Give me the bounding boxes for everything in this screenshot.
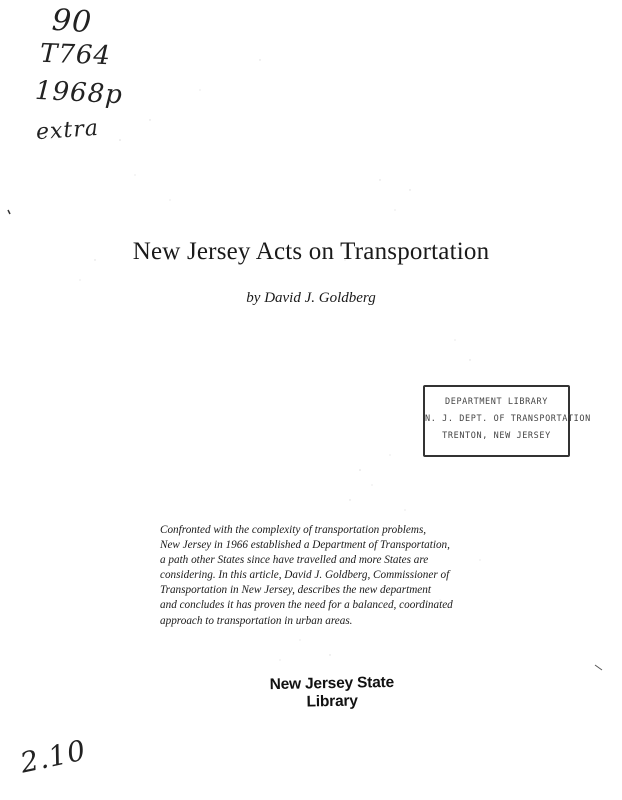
state-library-stamp: New Jersey State Library bbox=[269, 673, 395, 711]
article-byline: by David J. Goldberg bbox=[246, 290, 376, 306]
abstract-line: approach to transportation in urban areas. bbox=[160, 614, 353, 627]
handwritten-page-note: 2.10 bbox=[17, 733, 90, 780]
handwritten-call-number-line2: T764 bbox=[39, 38, 112, 72]
abstract-line: considering. In this article, David J. Goldberg, Commissioner of bbox=[160, 569, 450, 582]
handwritten-call-number-line3: 1968p bbox=[34, 75, 124, 111]
article-abstract bbox=[160, 523, 490, 629]
abstract-line: Transportation in New Jersey, describes the new department bbox=[160, 584, 431, 597]
handwritten-call-number-line4: extra bbox=[35, 115, 100, 146]
handwritten-call-number-line1: 90 bbox=[50, 2, 94, 41]
abstract-line: Confronted with the complexity of transportation problems, bbox=[160, 524, 427, 536]
department-library-stamp bbox=[423, 385, 591, 457]
abstract-line: New Jersey in 1966 established a Department of Transportation, bbox=[160, 539, 450, 552]
article-title: New Jersey Acts on Transportation bbox=[132, 238, 490, 265]
abstract-line: a path other States since have travelled and more States are bbox=[160, 554, 429, 567]
abstract-line: and concludes it has proven the need for a balanced, coordinated bbox=[160, 599, 453, 612]
stamp-line-3: TRENTON, NEW JERSEY bbox=[442, 431, 551, 441]
stamp-line-2: N. J. DEPT. OF TRANSPORTATION bbox=[425, 414, 591, 424]
stamp-line-1: DEPARTMENT LIBRARY bbox=[445, 397, 548, 407]
